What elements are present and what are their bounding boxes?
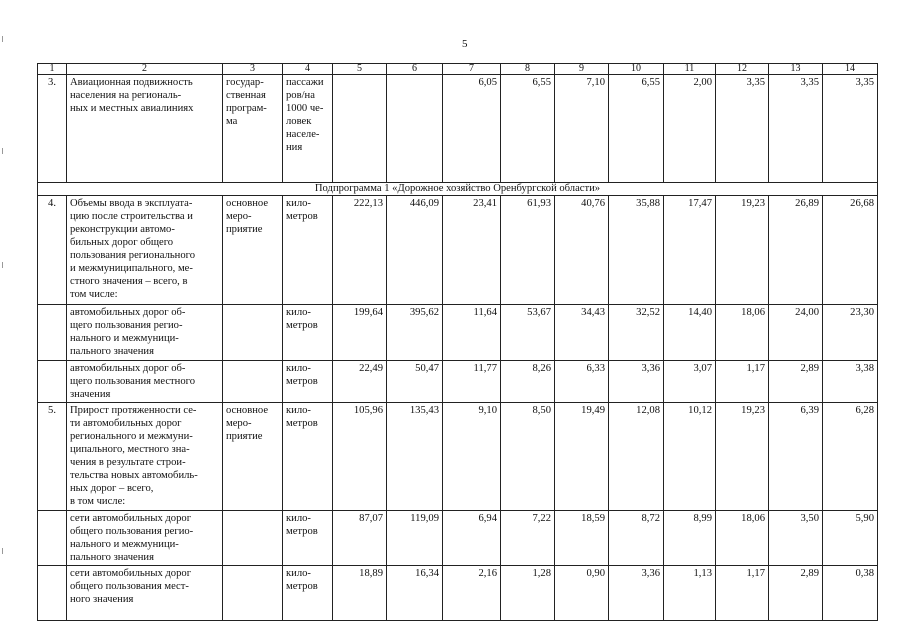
- value-cell: 19,49: [555, 403, 609, 511]
- value-cell: 2,89: [769, 361, 823, 403]
- row-number-cell: [38, 511, 67, 566]
- cell-line: чения в результате строи-: [70, 457, 186, 468]
- value-cell: [333, 75, 387, 183]
- column-header: 11: [664, 64, 716, 75]
- column-header: 6: [387, 64, 443, 75]
- value-cell: 11,64: [443, 305, 501, 361]
- column-header: 5: [333, 64, 387, 75]
- value-cell: 8,72: [609, 511, 664, 566]
- value-cell: 3,36: [609, 566, 664, 621]
- value-cell: 40,76: [555, 196, 609, 305]
- value-cell: 12,08: [609, 403, 664, 511]
- value-cell: 7,10: [555, 75, 609, 183]
- value-cell: 119,09: [387, 511, 443, 566]
- cell-line: метров: [286, 526, 318, 537]
- cell-line: общего пользования регио-: [70, 526, 194, 537]
- value-cell: 26,68: [823, 196, 878, 305]
- unit-cell: [283, 196, 333, 305]
- cell-line: приятие: [226, 431, 263, 442]
- value-cell: 446,09: [387, 196, 443, 305]
- cell-line: общего пользования мест-: [70, 581, 189, 592]
- value-cell: 61,93: [501, 196, 555, 305]
- row-number-cell: [38, 566, 67, 621]
- value-cell: 8,26: [501, 361, 555, 403]
- cell-line: кило-: [286, 513, 311, 524]
- table-row: [38, 511, 878, 566]
- cell-line: основное: [226, 198, 269, 209]
- table-row: [38, 75, 878, 183]
- value-cell: 395,62: [387, 305, 443, 361]
- cell-line: том числе:: [70, 289, 118, 300]
- cell-line: кило-: [286, 363, 311, 374]
- cell-line: регионального и межмуни-: [70, 431, 193, 442]
- indicator-name-cell: [67, 361, 223, 403]
- indicator-type-cell: [223, 196, 283, 305]
- value-cell: 32,52: [609, 305, 664, 361]
- cell-line: ти автомобильных дорог: [70, 418, 182, 429]
- value-cell: 1,13: [664, 566, 716, 621]
- indicator-name-cell: [67, 75, 223, 183]
- column-header: 12: [716, 64, 769, 75]
- cell-line: ного значения: [70, 594, 134, 605]
- indicator-type-cell: [223, 361, 283, 403]
- cell-line: ловек: [286, 116, 312, 127]
- value-cell: 3,36: [609, 361, 664, 403]
- value-cell: 22,49: [333, 361, 387, 403]
- cell-line: кило-: [286, 568, 311, 579]
- cell-line: сети автомобильных дорог: [70, 568, 192, 579]
- indicator-name-cell: [67, 403, 223, 511]
- cell-line: нального и межмуници-: [70, 333, 179, 344]
- indicator-type-cell: [223, 75, 283, 183]
- value-cell: 17,47: [664, 196, 716, 305]
- cell-line: пального значения: [70, 346, 154, 357]
- indicator-type-cell: [223, 403, 283, 511]
- cell-line: государ-: [226, 77, 264, 88]
- cell-line: щего пользования регио-: [70, 320, 183, 331]
- value-cell: 18,06: [716, 305, 769, 361]
- indicator-type-cell: [223, 511, 283, 566]
- subprogram-title: Подпрограмма 1 «Дорожное хозяйство Оренбургской области»: [38, 183, 878, 196]
- cell-line: автомобильных дорог об-: [70, 307, 186, 318]
- row-number-cell: [38, 305, 67, 361]
- subprogram-row: [38, 183, 878, 196]
- value-cell: 53,67: [501, 305, 555, 361]
- indicator-name-cell: [67, 566, 223, 621]
- value-cell: 1,17: [716, 566, 769, 621]
- value-cell: 10,12: [664, 403, 716, 511]
- column-header: 9: [555, 64, 609, 75]
- indicator-type-cell: [223, 305, 283, 361]
- value-cell: [387, 75, 443, 183]
- cell-line: стного значения – всего, в: [70, 276, 188, 287]
- column-header: 7: [443, 64, 501, 75]
- cell-line: щего пользования местного: [70, 376, 196, 387]
- indicators-table-container: [37, 63, 877, 621]
- value-cell: 6,39: [769, 403, 823, 511]
- value-cell: 0,38: [823, 566, 878, 621]
- row-number-cell: 4.: [38, 196, 67, 305]
- value-cell: 105,96: [333, 403, 387, 511]
- value-cell: 14,40: [664, 305, 716, 361]
- cell-line: значения: [70, 389, 111, 400]
- value-cell: 2,89: [769, 566, 823, 621]
- header-row: [38, 64, 878, 75]
- column-header: 2: [67, 64, 223, 75]
- cell-line: цию после строительства и: [70, 211, 193, 222]
- value-cell: 19,23: [716, 196, 769, 305]
- cell-line: нального и межмуници-: [70, 539, 179, 550]
- unit-cell: [283, 566, 333, 621]
- cell-line: Прирост протяженности се-: [70, 405, 197, 416]
- value-cell: 7,22: [501, 511, 555, 566]
- cell-line: кило-: [286, 198, 311, 209]
- unit-cell: [283, 361, 333, 403]
- cell-line: реконструкции автомо-: [70, 224, 175, 235]
- value-cell: 6,94: [443, 511, 501, 566]
- column-header: 4: [283, 64, 333, 75]
- value-cell: 8,99: [664, 511, 716, 566]
- cell-line: метров: [286, 320, 318, 331]
- cell-line: приятие: [226, 224, 263, 235]
- page-number: 5: [462, 38, 468, 50]
- indicator-name-cell: [67, 305, 223, 361]
- value-cell: 19,23: [716, 403, 769, 511]
- value-cell: 3,38: [823, 361, 878, 403]
- cell-line: кило-: [286, 405, 311, 416]
- value-cell: 6,05: [443, 75, 501, 183]
- value-cell: 87,07: [333, 511, 387, 566]
- value-cell: 9,10: [443, 403, 501, 511]
- row-number-cell: [38, 361, 67, 403]
- cell-line: ных и местных авиалиниях: [70, 103, 194, 114]
- cell-line: тельства новых автомобиль-: [70, 470, 198, 481]
- column-header: 14: [823, 64, 878, 75]
- value-cell: 3,35: [769, 75, 823, 183]
- indicators-table: [37, 63, 878, 621]
- cell-line: в том числе:: [70, 496, 126, 507]
- cell-line: меро-: [226, 211, 252, 222]
- value-cell: 0,90: [555, 566, 609, 621]
- value-cell: 2,16: [443, 566, 501, 621]
- table-row: [38, 361, 878, 403]
- value-cell: 50,47: [387, 361, 443, 403]
- value-cell: 2,00: [664, 75, 716, 183]
- column-header: 1: [38, 64, 67, 75]
- value-cell: 5,90: [823, 511, 878, 566]
- value-cell: 24,00: [769, 305, 823, 361]
- cell-line: кило-: [286, 307, 311, 318]
- value-cell: 6,33: [555, 361, 609, 403]
- cell-line: сети автомобильных дорог: [70, 513, 192, 524]
- value-cell: 3,50: [769, 511, 823, 566]
- cell-line: метров: [286, 376, 318, 387]
- value-cell: 18,89: [333, 566, 387, 621]
- cell-line: пального значения: [70, 552, 154, 563]
- value-cell: 26,89: [769, 196, 823, 305]
- column-header: 3: [223, 64, 283, 75]
- value-cell: 35,88: [609, 196, 664, 305]
- cell-line: ципального, местного зна-: [70, 444, 190, 455]
- value-cell: 34,43: [555, 305, 609, 361]
- cell-line: програм-: [226, 103, 267, 114]
- row-number-cell: 3.: [38, 75, 67, 183]
- cell-line: населе-: [286, 129, 320, 140]
- value-cell: 3,35: [823, 75, 878, 183]
- value-cell: 135,43: [387, 403, 443, 511]
- row-number-cell: 5.: [38, 403, 67, 511]
- cell-line: метров: [286, 211, 318, 222]
- cell-line: основное: [226, 405, 269, 416]
- cell-line: пользования регионального: [70, 250, 196, 261]
- unit-cell: [283, 75, 333, 183]
- value-cell: 3,35: [716, 75, 769, 183]
- cell-line: ния: [286, 142, 303, 153]
- cell-line: меро-: [226, 418, 252, 429]
- cell-line: населения на региональ-: [70, 90, 182, 101]
- cell-line: 1000 че-: [286, 103, 324, 114]
- indicator-name-cell: [67, 196, 223, 305]
- value-cell: 23,30: [823, 305, 878, 361]
- column-header: 10: [609, 64, 664, 75]
- table-row: [38, 403, 878, 511]
- value-cell: 6,55: [501, 75, 555, 183]
- value-cell: 6,55: [609, 75, 664, 183]
- cell-line: пассажи: [286, 77, 324, 88]
- value-cell: 199,64: [333, 305, 387, 361]
- value-cell: 3,07: [664, 361, 716, 403]
- value-cell: 8,50: [501, 403, 555, 511]
- cell-line: метров: [286, 418, 318, 429]
- cell-line: Авиационная подвижность: [70, 77, 193, 88]
- value-cell: 222,13: [333, 196, 387, 305]
- column-header: 8: [501, 64, 555, 75]
- value-cell: 1,17: [716, 361, 769, 403]
- value-cell: 6,28: [823, 403, 878, 511]
- unit-cell: [283, 305, 333, 361]
- cell-line: ственная: [226, 90, 266, 101]
- unit-cell: [283, 511, 333, 566]
- indicator-name-cell: [67, 511, 223, 566]
- indicator-type-cell: [223, 566, 283, 621]
- cell-line: бильных дорог общего: [70, 237, 174, 248]
- table-row: [38, 566, 878, 621]
- value-cell: 11,77: [443, 361, 501, 403]
- cell-line: ма: [226, 116, 238, 127]
- value-cell: 18,06: [716, 511, 769, 566]
- table-row: [38, 196, 878, 305]
- column-header: 13: [769, 64, 823, 75]
- cell-line: автомобильных дорог об-: [70, 363, 186, 374]
- value-cell: 16,34: [387, 566, 443, 621]
- value-cell: 18,59: [555, 511, 609, 566]
- cell-line: Объемы ввода в эксплуата-: [70, 198, 193, 209]
- table-row: [38, 305, 878, 361]
- cell-line: ров/на: [286, 90, 315, 101]
- value-cell: 1,28: [501, 566, 555, 621]
- value-cell: 23,41: [443, 196, 501, 305]
- cell-line: метров: [286, 581, 318, 592]
- unit-cell: [283, 403, 333, 511]
- cell-line: и межмуниципального, ме-: [70, 263, 193, 274]
- cell-line: ных дорог – всего,: [70, 483, 154, 494]
